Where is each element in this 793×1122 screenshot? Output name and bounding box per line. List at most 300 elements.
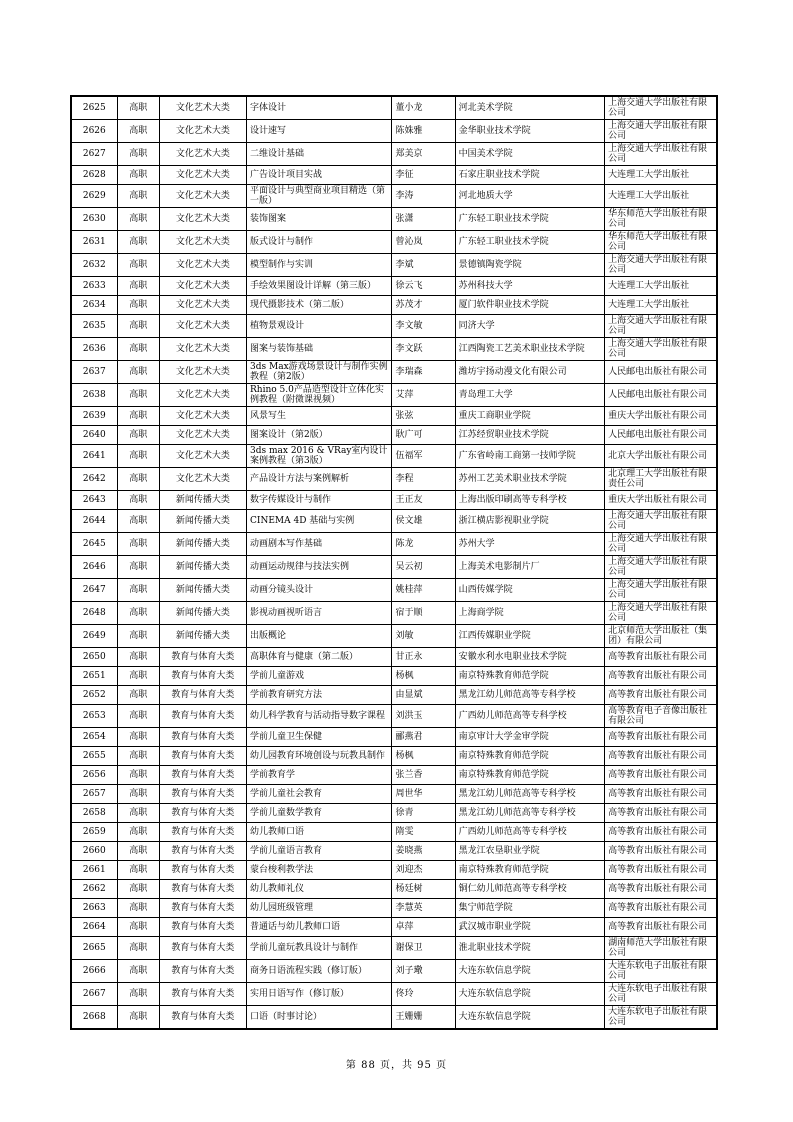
category-cell: 教育与体育大类 [159, 823, 246, 842]
organization-cell: 河北地质大学 [455, 185, 604, 208]
row-number-cell: 2634 [71, 296, 117, 315]
author-cell: 李斌 [392, 254, 455, 277]
title-cell: 产品设计方法与案例解析 [247, 468, 392, 491]
row-number-cell: 2651 [71, 667, 117, 686]
row-number-cell: 2629 [71, 185, 117, 208]
table-row [71, 602, 717, 625]
table-row [71, 880, 717, 899]
title-cell: 学前儿童社会教育 [247, 785, 392, 804]
publisher-cell: 重庆大学出版社有限公司 [605, 407, 717, 426]
title-cell: 二维设计基础 [247, 143, 392, 166]
organization-cell: 中国美术学院 [455, 143, 604, 166]
table-row [71, 960, 717, 983]
publisher-cell: 高等教育出版社有限公司 [605, 899, 717, 918]
row-number-cell: 2657 [71, 785, 117, 804]
table-row [71, 556, 717, 579]
table-row [71, 120, 717, 143]
row-number-cell: 2635 [71, 315, 117, 338]
publisher-cell: 上海交通大学出版社有限公司 [605, 315, 717, 338]
row-number-cell: 2661 [71, 861, 117, 880]
title-cell: 植物景观设计 [247, 315, 392, 338]
publisher-cell: 上海交通大学出版社有限公司 [605, 510, 717, 533]
category-cell: 文化艺术大类 [159, 120, 246, 143]
category-cell: 教育与体育大类 [159, 667, 246, 686]
table-row [71, 491, 717, 510]
organization-cell: 厦门软件职业技术学院 [455, 296, 604, 315]
organization-cell: 苏州科技大学 [455, 277, 604, 296]
row-number-cell: 2658 [71, 804, 117, 823]
table-row [71, 648, 717, 667]
title-cell: 动画运动规律与技法实例 [247, 556, 392, 579]
organization-cell: 广东省岭南工商第一技师学院 [455, 445, 604, 468]
author-cell: 艾萍 [392, 384, 455, 407]
publisher-cell: 上海交通大学出版社有限公司 [605, 556, 717, 579]
level-cell: 高职 [117, 120, 159, 143]
author-cell: 苏茂才 [392, 296, 455, 315]
organization-cell: 武汉城市职业学院 [455, 918, 604, 937]
level-cell: 高职 [117, 468, 159, 491]
organization-cell: 江西陶瓷工艺美术职业技术学院 [455, 338, 604, 361]
organization-cell: 南京特殊教育师范学院 [455, 747, 604, 766]
category-cell: 文化艺术大类 [159, 96, 246, 120]
category-cell: 教育与体育大类 [159, 1006, 246, 1030]
title-cell: 幼儿园班级管理 [247, 899, 392, 918]
row-number-cell: 2649 [71, 625, 117, 648]
publisher-cell: 北京理工大学出版社有限责任公司 [605, 468, 717, 491]
organization-cell: 重庆工商职业学院 [455, 407, 604, 426]
category-cell: 新闻传播大类 [159, 625, 246, 648]
category-cell: 教育与体育大类 [159, 728, 246, 747]
author-cell: 卓萍 [392, 918, 455, 937]
title-cell: 高职体育与健康（第二版） [247, 648, 392, 667]
category-cell: 教育与体育大类 [159, 842, 246, 861]
author-cell: 陈姝雅 [392, 120, 455, 143]
publisher-cell: 人民邮电出版社有限公司 [605, 384, 717, 407]
organization-cell: 上海美术电影制片厂 [455, 556, 604, 579]
organization-cell: 江苏经贸职业技术学院 [455, 426, 604, 445]
row-number-cell: 2636 [71, 338, 117, 361]
table-row [71, 445, 717, 468]
level-cell: 高职 [117, 705, 159, 728]
title-cell: 动画分镜头设计 [247, 579, 392, 602]
row-number-cell: 2653 [71, 705, 117, 728]
level-cell: 高职 [117, 861, 159, 880]
author-cell: 伍福军 [392, 445, 455, 468]
category-cell: 教育与体育大类 [159, 983, 246, 1006]
organization-cell: 金华职业技术学院 [455, 120, 604, 143]
organization-cell: 上海商学院 [455, 602, 604, 625]
level-cell: 高职 [117, 338, 159, 361]
table-row [71, 766, 717, 785]
category-cell: 文化艺术大类 [159, 407, 246, 426]
level-cell: 高职 [117, 823, 159, 842]
publisher-cell: 大连理工大学出版社 [605, 166, 717, 185]
row-number-cell: 2643 [71, 491, 117, 510]
organization-cell: 广东轻工职业技术学院 [455, 231, 604, 254]
publisher-cell: 上海交通大学出版社有限公司 [605, 579, 717, 602]
level-cell: 高职 [117, 602, 159, 625]
category-cell: 新闻传播大类 [159, 579, 246, 602]
row-number-cell: 2633 [71, 277, 117, 296]
row-number-cell: 2650 [71, 648, 117, 667]
level-cell: 高职 [117, 728, 159, 747]
organization-cell: 大连东软信息学院 [455, 960, 604, 983]
organization-cell: 大连东软信息学院 [455, 1006, 604, 1030]
level-cell: 高职 [117, 96, 159, 120]
level-cell: 高职 [117, 960, 159, 983]
author-cell: 李程 [392, 468, 455, 491]
author-cell: 杨枫 [392, 747, 455, 766]
category-cell: 教育与体育大类 [159, 960, 246, 983]
publisher-cell: 华东师范大学出版社有限公司 [605, 231, 717, 254]
author-cell: 周世华 [392, 785, 455, 804]
organization-cell: 南京特殊教育师范学院 [455, 861, 604, 880]
organization-cell: 江西传媒职业学院 [455, 625, 604, 648]
organization-cell: 集宁师范学院 [455, 899, 604, 918]
category-cell: 教育与体育大类 [159, 804, 246, 823]
category-cell: 教育与体育大类 [159, 686, 246, 705]
category-cell: 文化艺术大类 [159, 143, 246, 166]
organization-cell: 景德镇陶瓷学院 [455, 254, 604, 277]
category-cell: 文化艺术大类 [159, 208, 246, 231]
level-cell: 高职 [117, 426, 159, 445]
publisher-cell: 大连东软电子出版社有限公司 [605, 983, 717, 1006]
organization-cell: 铜仁幼儿师范高等专科学校 [455, 880, 604, 899]
title-cell: 动画剧本写作基础 [247, 533, 392, 556]
row-number-cell: 2664 [71, 918, 117, 937]
row-number-cell: 2662 [71, 880, 117, 899]
title-cell: 学前教育学 [247, 766, 392, 785]
table-row [71, 185, 717, 208]
organization-cell: 山西传媒学院 [455, 579, 604, 602]
table-row [71, 705, 717, 728]
category-cell: 文化艺术大类 [159, 361, 246, 384]
title-cell: 幼儿园教育环境创设与玩教具制作 [247, 747, 392, 766]
author-cell: 刘迎杰 [392, 861, 455, 880]
author-cell: 李征 [392, 166, 455, 185]
table-row [71, 1006, 717, 1030]
title-cell: 学前儿童游戏 [247, 667, 392, 686]
level-cell: 高职 [117, 842, 159, 861]
author-cell: 杨枫 [392, 667, 455, 686]
category-cell: 新闻传播大类 [159, 491, 246, 510]
row-number-cell: 2631 [71, 231, 117, 254]
row-number-cell: 2646 [71, 556, 117, 579]
row-number-cell: 2641 [71, 445, 117, 468]
title-cell: 数字传媒设计与制作 [247, 491, 392, 510]
table-row [71, 899, 717, 918]
author-cell: 张弦 [392, 407, 455, 426]
level-cell: 高职 [117, 899, 159, 918]
category-cell: 新闻传播大类 [159, 533, 246, 556]
publisher-cell: 上海交通大学出版社有限公司 [605, 143, 717, 166]
table-row [71, 231, 717, 254]
category-cell: 教育与体育大类 [159, 648, 246, 667]
organization-cell: 苏州大学 [455, 533, 604, 556]
level-cell: 高职 [117, 533, 159, 556]
publisher-cell: 上海交通大学出版社有限公司 [605, 533, 717, 556]
row-number-cell: 2639 [71, 407, 117, 426]
row-number-cell: 2645 [71, 533, 117, 556]
level-cell: 高职 [117, 361, 159, 384]
level-cell: 高职 [117, 667, 159, 686]
row-number-cell: 2668 [71, 1006, 117, 1030]
level-cell: 高职 [117, 747, 159, 766]
title-cell: 风景写生 [247, 407, 392, 426]
organization-cell: 潍坊宇扬动漫文化有限公司 [455, 361, 604, 384]
category-cell: 教育与体育大类 [159, 861, 246, 880]
author-cell: 李瑞森 [392, 361, 455, 384]
level-cell: 高职 [117, 686, 159, 705]
level-cell: 高职 [117, 785, 159, 804]
row-number-cell: 2648 [71, 602, 117, 625]
row-number-cell: 2640 [71, 426, 117, 445]
publisher-cell: 北京大学出版社有限公司 [605, 445, 717, 468]
table-row [71, 918, 717, 937]
title-cell: CINEMA 4D 基础与实例 [247, 510, 392, 533]
category-cell: 文化艺术大类 [159, 384, 246, 407]
row-number-cell: 2628 [71, 166, 117, 185]
author-cell: 姜晓燕 [392, 842, 455, 861]
publisher-cell: 高等教育出版社有限公司 [605, 686, 717, 705]
title-cell: 口语（时事讨论） [247, 1006, 392, 1030]
title-cell: 学前儿童语言教育 [247, 842, 392, 861]
row-number-cell: 2665 [71, 937, 117, 960]
level-cell: 高职 [117, 315, 159, 338]
author-cell: 李慧英 [392, 899, 455, 918]
row-number-cell: 2644 [71, 510, 117, 533]
publisher-cell: 高等教育出版社有限公司 [605, 880, 717, 899]
title-cell: 幼儿教师礼仪 [247, 880, 392, 899]
author-cell: 刘洪玉 [392, 705, 455, 728]
level-cell: 高职 [117, 208, 159, 231]
table-row [71, 686, 717, 705]
title-cell: 幼儿科学教育与活动指导数字课程 [247, 705, 392, 728]
category-cell: 新闻传播大类 [159, 556, 246, 579]
table-row [71, 361, 717, 384]
row-number-cell: 2625 [71, 96, 117, 120]
publisher-cell: 大连理工大学出版社 [605, 277, 717, 296]
textbook-catalog-table [70, 95, 718, 1030]
category-cell: 文化艺术大类 [159, 426, 246, 445]
level-cell: 高职 [117, 143, 159, 166]
level-cell: 高职 [117, 983, 159, 1006]
author-cell: 杨廷树 [392, 880, 455, 899]
level-cell: 高职 [117, 445, 159, 468]
category-cell: 教育与体育大类 [159, 937, 246, 960]
table-row [71, 338, 717, 361]
level-cell: 高职 [117, 231, 159, 254]
row-number-cell: 2663 [71, 899, 117, 918]
title-cell: Rhino 5.0产品造型设计立体化实例教程（附微课视频） [247, 384, 392, 407]
level-cell: 高职 [117, 766, 159, 785]
author-cell: 李文跃 [392, 338, 455, 361]
level-cell: 高职 [117, 254, 159, 277]
level-cell: 高职 [117, 491, 159, 510]
title-cell: 版式设计与制作 [247, 231, 392, 254]
level-cell: 高职 [117, 648, 159, 667]
organization-cell: 安徽水利水电职业技术学院 [455, 648, 604, 667]
organization-cell: 南京特殊教育师范学院 [455, 667, 604, 686]
organization-cell: 同济大学 [455, 315, 604, 338]
table-row [71, 510, 717, 533]
row-number-cell: 2626 [71, 120, 117, 143]
table-body [71, 96, 717, 1029]
level-cell: 高职 [117, 185, 159, 208]
level-cell: 高职 [117, 407, 159, 426]
level-cell: 高职 [117, 510, 159, 533]
publisher-cell: 高等教育出版社有限公司 [605, 747, 717, 766]
table-row [71, 728, 717, 747]
row-number-cell: 2656 [71, 766, 117, 785]
author-cell: 董小龙 [392, 96, 455, 120]
category-cell: 文化艺术大类 [159, 338, 246, 361]
publisher-cell: 高等教育出版社有限公司 [605, 766, 717, 785]
category-cell: 教育与体育大类 [159, 880, 246, 899]
organization-cell: 黑龙江幼儿师范高等专科学校 [455, 785, 604, 804]
publisher-cell: 人民邮电出版社有限公司 [605, 361, 717, 384]
publisher-cell: 高等教育出版社有限公司 [605, 823, 717, 842]
title-cell: 出版概论 [247, 625, 392, 648]
row-number-cell: 2642 [71, 468, 117, 491]
author-cell: 王正友 [392, 491, 455, 510]
category-cell: 文化艺术大类 [159, 231, 246, 254]
table-row [71, 823, 717, 842]
publisher-cell: 人民邮电出版社有限公司 [605, 426, 717, 445]
author-cell: 刘敏 [392, 625, 455, 648]
table-row [71, 296, 717, 315]
title-cell: 手绘效果图设计详解（第三版） [247, 277, 392, 296]
publisher-cell: 上海交通大学出版社有限公司 [605, 254, 717, 277]
table-row [71, 407, 717, 426]
organization-cell: 南京审计大学金审学院 [455, 728, 604, 747]
author-cell: 甘正永 [392, 648, 455, 667]
category-cell: 教育与体育大类 [159, 899, 246, 918]
organization-cell: 黑龙江农垦职业学院 [455, 842, 604, 861]
publisher-cell: 高等教育出版社有限公司 [605, 918, 717, 937]
organization-cell: 大连东软信息学院 [455, 983, 604, 1006]
level-cell: 高职 [117, 625, 159, 648]
author-cell: 耿广可 [392, 426, 455, 445]
title-cell: 3ds max 2016 & VRay室内设计案例教程（第3版） [247, 445, 392, 468]
publisher-cell: 大连理工大学出版社 [605, 296, 717, 315]
table-row [71, 426, 717, 445]
title-cell: 图案设计（第2版） [247, 426, 392, 445]
organization-cell: 广西幼儿师范高等专科学校 [455, 823, 604, 842]
row-number-cell: 2638 [71, 384, 117, 407]
row-number-cell: 2627 [71, 143, 117, 166]
level-cell: 高职 [117, 296, 159, 315]
author-cell: 隋雯 [392, 823, 455, 842]
level-cell: 高职 [117, 277, 159, 296]
title-cell: 影视动画视听语言 [247, 602, 392, 625]
category-cell: 文化艺术大类 [159, 166, 246, 185]
row-number-cell: 2630 [71, 208, 117, 231]
title-cell: 幼儿教师口语 [247, 823, 392, 842]
author-cell: 曾沁岚 [392, 231, 455, 254]
publisher-cell: 高等教育出版社有限公司 [605, 667, 717, 686]
publisher-cell: 上海交通大学出版社有限公司 [605, 96, 717, 120]
category-cell: 文化艺术大类 [159, 445, 246, 468]
title-cell: 普通话与幼儿教师口语 [247, 918, 392, 937]
category-cell: 文化艺术大类 [159, 185, 246, 208]
title-cell: 装饰图案 [247, 208, 392, 231]
author-cell: 张潇 [392, 208, 455, 231]
publisher-cell: 高等教育出版社有限公司 [605, 861, 717, 880]
author-cell: 刘子璥 [392, 960, 455, 983]
category-cell: 文化艺术大类 [159, 277, 246, 296]
author-cell: 李文敏 [392, 315, 455, 338]
level-cell: 高职 [117, 918, 159, 937]
row-number-cell: 2632 [71, 254, 117, 277]
author-cell: 由显斌 [392, 686, 455, 705]
table-row [71, 579, 717, 602]
organization-cell: 黑龙江幼儿师范高等专科学校 [455, 686, 604, 705]
author-cell: 王姗姗 [392, 1006, 455, 1030]
publisher-cell: 北京师范大学出版社（集团）有限公司 [605, 625, 717, 648]
organization-cell: 河北美术学院 [455, 96, 604, 120]
table-row [71, 166, 717, 185]
organization-cell: 广西幼儿师范高等专科学校 [455, 705, 604, 728]
table-row [71, 208, 717, 231]
author-cell: 姚桂萍 [392, 579, 455, 602]
level-cell: 高职 [117, 1006, 159, 1030]
organization-cell: 青岛理工大学 [455, 384, 604, 407]
row-number-cell: 2659 [71, 823, 117, 842]
title-cell: 模型制作与实训 [247, 254, 392, 277]
organization-cell: 苏州工艺美术职业技术学院 [455, 468, 604, 491]
author-cell: 佟玲 [392, 983, 455, 1006]
title-cell: 学前儿童卫生保健 [247, 728, 392, 747]
publisher-cell: 上海交通大学出版社有限公司 [605, 602, 717, 625]
title-cell: 商务日语流程实践（修订版） [247, 960, 392, 983]
level-cell: 高职 [117, 880, 159, 899]
author-cell: 徐青 [392, 804, 455, 823]
publisher-cell: 大连理工大学出版社 [605, 185, 717, 208]
title-cell: 学前儿童数学教育 [247, 804, 392, 823]
category-cell: 新闻传播大类 [159, 510, 246, 533]
publisher-cell: 上海交通大学出版社有限公司 [605, 120, 717, 143]
title-cell: 3ds Max游戏场景设计与制作实例教程（第2版） [247, 361, 392, 384]
title-cell: 现代摄影技术（第二版） [247, 296, 392, 315]
publisher-cell: 高等教育出版社有限公司 [605, 842, 717, 861]
table-row [71, 625, 717, 648]
organization-cell: 淮北职业技术学院 [455, 937, 604, 960]
table-row [71, 983, 717, 1006]
author-cell: 徐云飞 [392, 277, 455, 296]
publisher-cell: 大连东软电子出版社有限公司 [605, 960, 717, 983]
row-number-cell: 2660 [71, 842, 117, 861]
table-row [71, 277, 717, 296]
author-cell: 李涛 [392, 185, 455, 208]
table-row [71, 785, 717, 804]
table-row [71, 937, 717, 960]
title-cell: 学前教育研究方法 [247, 686, 392, 705]
author-cell: 陈龙 [392, 533, 455, 556]
row-number-cell: 2667 [71, 983, 117, 1006]
row-number-cell: 2655 [71, 747, 117, 766]
publisher-cell: 高等教育出版社有限公司 [605, 648, 717, 667]
category-cell: 教育与体育大类 [159, 705, 246, 728]
author-cell: 吴云初 [392, 556, 455, 579]
publisher-cell: 重庆大学出版社有限公司 [605, 491, 717, 510]
row-number-cell: 2666 [71, 960, 117, 983]
publisher-cell: 高等教育电子音像出版社有限公司 [605, 705, 717, 728]
organization-cell: 浙江横店影视职业学院 [455, 510, 604, 533]
author-cell: 侯文雄 [392, 510, 455, 533]
title-cell: 字体设计 [247, 96, 392, 120]
publisher-cell: 高等教育出版社有限公司 [605, 785, 717, 804]
